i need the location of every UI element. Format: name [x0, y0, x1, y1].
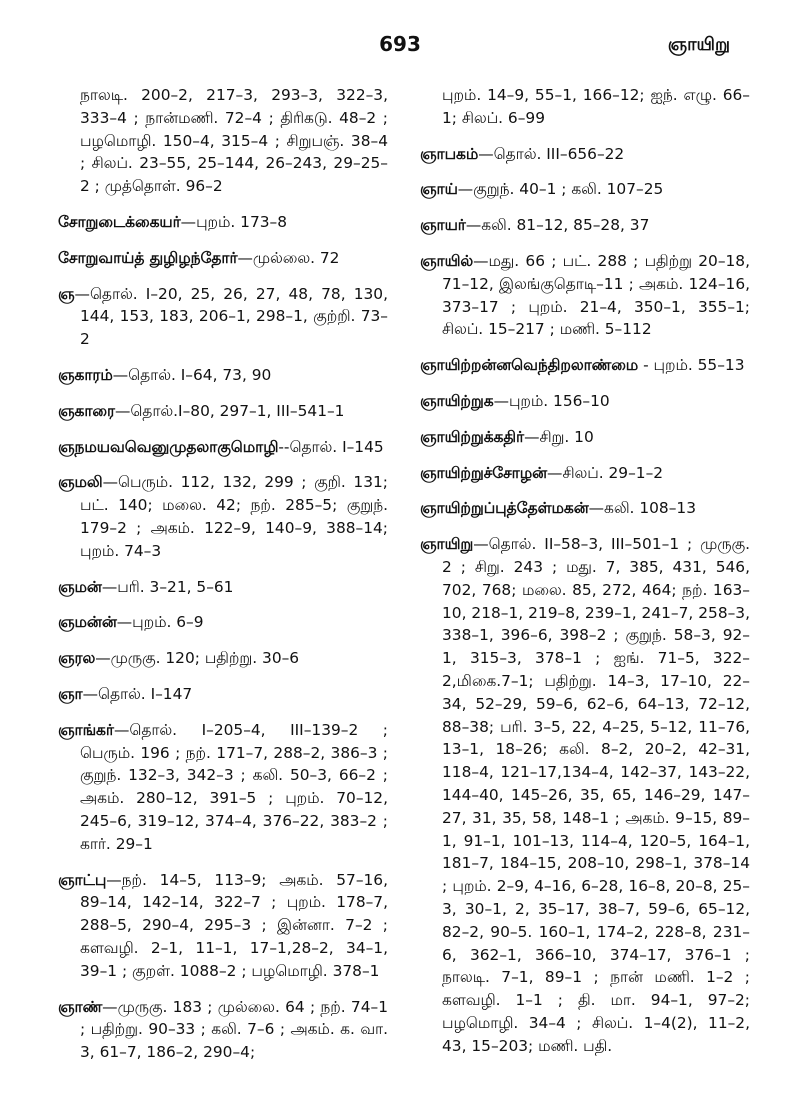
entry-headword: ஞரல	[58, 649, 96, 668]
entry-refs: —சிலப். 29–1–2	[547, 463, 664, 482]
entry-continuation	[58, 84, 388, 198]
entry-refs: —தொல். I–20, 25, 26, 27, 48, 78, 130, 144, 153, 183, 206–1, 298–1, குற்றி. 73–2	[74, 284, 388, 349]
index-entry	[58, 471, 388, 562]
index-entry	[420, 354, 750, 377]
index-entry	[58, 364, 388, 387]
entry-headword: ஞாங்கர்	[58, 720, 114, 739]
index-entry	[58, 436, 388, 459]
index-entry	[420, 497, 750, 520]
entry-headword: ஞாபகம்	[420, 144, 479, 163]
index-entry	[420, 178, 750, 201]
entry-refs: —பெரும். 112, 132, 299 ; குறி. 131; பட். 140; மலை. 42; நற். 285–5; குறுந். 179–2 ; அகம். 122–9, 140–9, 388–14; புறம். 74–3	[80, 473, 388, 560]
entry-headword: சோறுடைக்கையர்	[58, 212, 181, 231]
entry-headword: ஞாயிற்றுக	[420, 391, 494, 410]
entry-refs: —புறம். 6–9	[116, 613, 204, 632]
entry-headword: ஞாயிறு	[420, 535, 474, 554]
page-number: 693	[379, 32, 421, 56]
entry-refs: —முருகு. 120; பதிற்று. 30–6	[95, 649, 300, 668]
index-entry	[58, 283, 388, 351]
entry-headword: ஞாட்பு	[58, 870, 107, 889]
entry-headword: ஞ	[58, 284, 75, 303]
running-head: ஞாயிறு	[667, 34, 730, 55]
entry-refs: புறம். 14–9, 55–1, 166–12; ஐந். எழு. 66–1; சிலப். 6–99	[442, 86, 750, 127]
index-entry	[420, 250, 750, 341]
index-entry	[58, 611, 388, 634]
entry-headword: ஞாயிற்றுச்சோழன்	[420, 463, 548, 482]
entry-refs: —முல்லை. 72	[237, 248, 340, 267]
index-entry	[58, 400, 388, 423]
left-column	[58, 84, 388, 1077]
index-entry	[58, 647, 388, 670]
entry-refs: —மது. 66 ; பட். 288 ; பதிற்று 20–18, 71–12, இலங்குதொடி–11 ; அகம். 124–16, 373–17 ; புறம். 21–4, 350–1, 355–1; சிலப். 15–217 ; மணி. 5–112	[442, 251, 750, 339]
index-entry	[420, 426, 750, 449]
entry-headword: ஞகாரம்	[58, 365, 113, 384]
entry-refs: —தொல். I–64, 73, 90	[112, 365, 272, 384]
right-column	[420, 84, 750, 1070]
entry-headword: ஞாயர்	[420, 216, 466, 235]
entry-headword: ஞநமயவவெனுமுதலாகுமொழி	[58, 437, 279, 456]
entry-refs: —நற். 14–5, 113–9; அகம். 57–16, 89–14, 142–14, 322–7 ; புறம். 178–7, 288–5, 290–4, 295–3 ; இன்னா. 7–2 ; களவழி. 2–1, 11–1, 17–1,28–2, 34–1, 39–1 ; குறள். 1088–2 ; பழமொழி. 378–1	[80, 870, 388, 980]
entry-headword: ஞாய்	[420, 180, 458, 199]
entry-headword: ஞமன்ன்	[58, 613, 117, 632]
entry-headword: ஞமலி	[58, 473, 103, 492]
index-entry	[58, 247, 388, 270]
index-entry	[420, 143, 750, 166]
entry-refs: - புறம். 55–13	[638, 356, 745, 375]
entry-headword: ஞகாரை	[58, 401, 115, 420]
entry-refs: —தொல்.I–80, 297–1, III–541–1	[114, 401, 345, 420]
index-entry	[420, 462, 750, 485]
index-entry	[58, 683, 388, 706]
entry-headword: ஞாயில்	[420, 251, 474, 270]
entry-refs: —கலி. 81–12, 85–28, 37	[465, 216, 650, 235]
entry-refs: --தொல். I–145	[278, 437, 384, 456]
entry-refs: —புறம். 156–10	[493, 391, 610, 410]
index-entry	[58, 869, 388, 983]
entry-refs: நாலடி. 200–2, 217–3, 293–3, 322–3, 333–4 ; நான்மணி. 72–4 ; திரிகடு. 48–2 ; பழமொழி. 150–4, 315–4 ; சிறுபஞ். 38–4 ; சிலப். 23–55, 25–144, 26–243, 29–25–2 ; முத்தொள். 96–2	[80, 86, 388, 196]
entry-headword: ஞாயிற்றுப்புத்தேள்மகன்	[420, 499, 589, 518]
entry-headword: ஞாயிற்றன்னவெந்திறலாண்மை	[420, 356, 639, 375]
entry-refs: —தொல். I–205–4, III–139–2 ; பெரும். 196 ; நற். 171–7, 288–2, 386–3 ; குறுந். 132–3, 342–3 ; கலி. 50–3, 66–2 ; அகம். 280–12, 391–5 ; புறம். 70–12, 245–6, 319–12, 374–4, 376–22, 383–2 ; கார். 29–1	[80, 720, 388, 853]
entry-refs: —தொல். III–656–22	[478, 144, 625, 163]
entry-continuation	[420, 84, 750, 130]
index-entry	[420, 533, 750, 1057]
entry-refs: —குறுந். 40–1 ; கலி. 107–25	[457, 180, 664, 199]
entry-headword: ஞாண்	[58, 997, 103, 1016]
entry-refs: —தொல். I–147	[82, 684, 193, 703]
index-entry	[58, 996, 388, 1064]
index-entry	[58, 211, 388, 234]
index-entry	[420, 214, 750, 237]
entry-refs: —முருகு. 183 ; முல்லை. 64 ; நற். 74–1 ; பதிற்று. 90–33 ; கலி. 7–6 ; அகம். க. வா. 3, 61–7, 186–2, 290–4;	[80, 997, 388, 1062]
entry-refs: —சிறு. 10	[524, 427, 594, 446]
entry-headword: ஞமன்	[58, 577, 102, 596]
index-entry	[58, 719, 388, 856]
entry-refs: —தொல். II–58–3, III–501–1 ; முருகு. 2 ; சிறு. 243 ; மது. 7, 385, 431, 546, 702, 768; மலை. 85, 272, 464; நற். 163–10, 218–1, 219–8, 239–1, 241–7, 258–3, 338–1, 396–6, 398–2 ; குறுந். 58–3, 92–1, 315–3, 378–1 ; ஐங். 71–5, 322–2,மிகை.7–1; பதிற்று. 14–3, 17–10, 22–34, 52–29, 59–6, 62–6, 64–13, 72–12, 88–38; பரி. 3–5, 22, 4–25, 5–12, 11–76, 13–1, 18–26; கலி. 8–2, 20–2, 42–31, 118–4, 121–17,134–4, 142–37, 143–22, 144–40, 145–26, 35, 65, 146–29, 147–27, 31, 35, 58, 148–1 ; அகம். 9–15, 89–1, 91–1, 101–13, 114–4, 120–5, 164–1, 181–7, 184–15, 208–10, 298–1, 378–14 ; புறம். 2–9, 4–16, 6–28, 16–8, 20–8, 25–3, 30–1, 2, 35–17, 38–7, 59–6, 65–12, 82–2, 90–5. 160–1, 174–2, 228–8, 231–6, 362–1, 366–10, 374–17, 376–1 ; நாலடி. 7–1, 89–1 ; நான் மணி. 1–2 ; களவழி. 1–1 ; தி. மா. 94–1, 97–2; பழமொழி. 34–4 ; சிலப். 1–4(2), 11–2, 43, 15–203; மணி. பதி.	[442, 535, 750, 1055]
entry-headword: சோறுவாய்த் துழிழந்தோர்	[58, 248, 238, 267]
index-entry	[420, 390, 750, 413]
entry-refs: —பரி. 3–21, 5–61	[101, 577, 234, 596]
entry-headword: ஞா	[58, 684, 83, 703]
entry-refs: —கலி. 108–13	[588, 499, 696, 518]
index-entry	[58, 576, 388, 599]
entry-headword: ஞாயிற்றுக்கதிர்	[420, 427, 525, 446]
entry-refs: —புறம். 173–8	[180, 212, 288, 231]
